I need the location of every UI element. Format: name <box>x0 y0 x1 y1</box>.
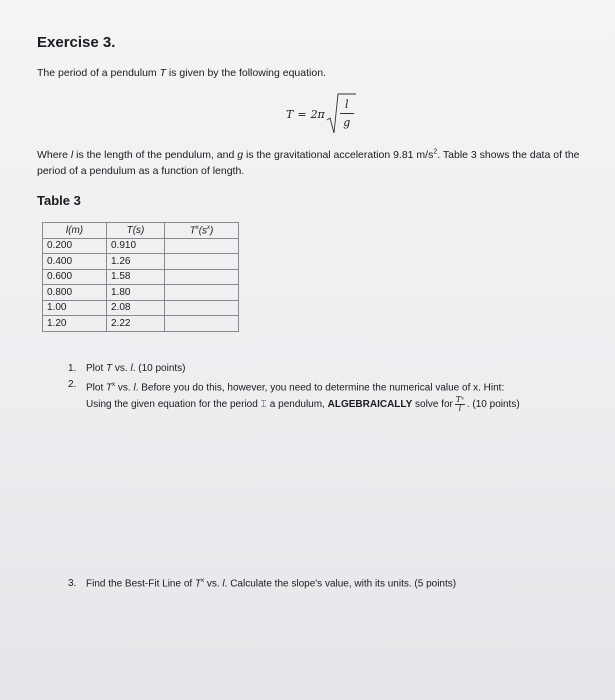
cell-period: 1.80 <box>107 285 165 301</box>
desc-var-gravity: g <box>237 149 244 161</box>
description-text <box>37 147 582 179</box>
square-root <box>326 92 356 136</box>
header-period-power <box>165 223 239 239</box>
question-number: 1. <box>68 363 77 374</box>
cell-length: 1.00 <box>43 300 107 316</box>
cell-empty <box>165 254 239 270</box>
q3-var-l: l <box>222 578 225 590</box>
question-number: 3. <box>68 578 77 590</box>
desc-part-2: is the length of the pendulum, and <box>73 149 238 161</box>
q2-line2-mid: a pendulum, <box>269 399 328 411</box>
table-row <box>43 300 239 316</box>
cell-length: 0.600 <box>43 269 107 285</box>
q3-var-t: T <box>194 578 202 590</box>
table-row <box>43 316 239 332</box>
table-header-row <box>43 223 239 239</box>
q1-pre: Plot <box>86 363 107 374</box>
question-text <box>86 377 504 396</box>
q2-line2-post: solve for <box>412 399 453 411</box>
cell-length: 0.800 <box>43 285 107 301</box>
header-tx-unit-exp: x <box>207 224 211 231</box>
header-length: l(m) <box>43 223 107 239</box>
equation-equals: = <box>297 107 307 121</box>
exercise-title: Exercise 3. <box>37 34 116 51</box>
q1-var-l: l <box>130 363 133 374</box>
q2-var-l: l <box>133 382 136 394</box>
q3-pre: Find the Best-Fit Line of <box>86 578 195 590</box>
cell-length: 0.200 <box>43 238 107 254</box>
cell-period: 2.22 <box>107 316 165 332</box>
table-row <box>43 285 239 301</box>
header-tx-unit: (s <box>198 224 208 236</box>
desc-part-3: is the gravitational acceleration 9.81 m/s <box>243 149 434 161</box>
desc-part-1: Where <box>37 149 71 161</box>
q2-post: . Before you do this, however, you need to determine the numerical value of x. Hint: <box>135 382 505 394</box>
cell-period: 1.26 <box>107 254 165 270</box>
cell-period: 2.08 <box>107 300 165 316</box>
intro-variable: T <box>159 67 167 79</box>
intro-text-end: is given by the following equation. <box>166 67 326 79</box>
data-table <box>42 222 239 332</box>
q1-var-t: T <box>106 363 113 374</box>
tx-over-l-fraction <box>455 396 465 413</box>
table-row <box>43 269 239 285</box>
question-list <box>68 361 520 413</box>
fraction-numerator: l <box>345 98 349 111</box>
frac-denominator: l <box>458 404 462 414</box>
text-cursor-icon: ⌶ <box>260 399 267 411</box>
q1-mid: vs. <box>112 363 131 374</box>
table-row <box>43 238 239 254</box>
header-tx-unit-close: ) <box>210 224 214 236</box>
question-3 <box>68 578 456 589</box>
cell-length: 1.20 <box>43 316 107 332</box>
q1-post: . (10 points) <box>132 363 186 374</box>
q2-var-t-exp: x <box>112 382 116 388</box>
desc-exponent: 2 <box>433 148 438 156</box>
table-row <box>43 254 239 270</box>
fraction-bar <box>340 113 354 114</box>
cell-empty <box>165 238 239 254</box>
question-1 <box>68 361 520 377</box>
cell-empty <box>165 285 239 301</box>
pendulum-equation <box>286 92 356 136</box>
q2-line2-pre: Using the given equation for the period <box>86 399 258 411</box>
desc-part-4: . Table 3 shows the data of the period of a pendulum as a function of length. <box>37 149 580 177</box>
q2-pre: Plot <box>86 382 107 394</box>
intro-text <box>37 67 326 79</box>
q3-post: . Calculate the slope's value, with its units. (5 points) <box>224 578 457 590</box>
cell-period: 0.910 <box>107 238 165 254</box>
frac-numerator: Tˣ <box>455 395 464 405</box>
q2-mid: vs. <box>115 382 134 394</box>
q3-mid: vs. <box>204 578 223 590</box>
header-tx-base: T <box>189 224 196 236</box>
cell-empty <box>165 316 239 332</box>
equation-coefficient: 2π <box>310 107 325 121</box>
question-number: 2. <box>68 379 77 390</box>
q3-var-t-exp: x <box>201 578 205 584</box>
q2-var-t: T <box>106 382 113 394</box>
desc-var-length: l <box>70 149 74 161</box>
question-text <box>86 361 186 377</box>
q2-points: . (10 points) <box>466 399 520 411</box>
equation-lhs: T <box>286 107 294 121</box>
fraction-denominator: g <box>343 116 351 129</box>
length-over-gravity-fraction <box>340 97 354 130</box>
q2-line2-bold: ALGEBRAICALLY <box>327 399 413 411</box>
cell-empty <box>165 269 239 285</box>
header-period: T(s) <box>107 223 165 239</box>
cell-period: 1.58 <box>107 269 165 285</box>
header-tx-exp: x <box>195 224 199 231</box>
intro-text-start: The period of a pendulum <box>37 67 160 79</box>
question-2-continued <box>68 396 520 413</box>
cell-empty <box>165 300 239 316</box>
question-2 <box>68 377 520 396</box>
table-title: Table 3 <box>37 193 81 208</box>
cell-length: 0.400 <box>43 254 107 270</box>
